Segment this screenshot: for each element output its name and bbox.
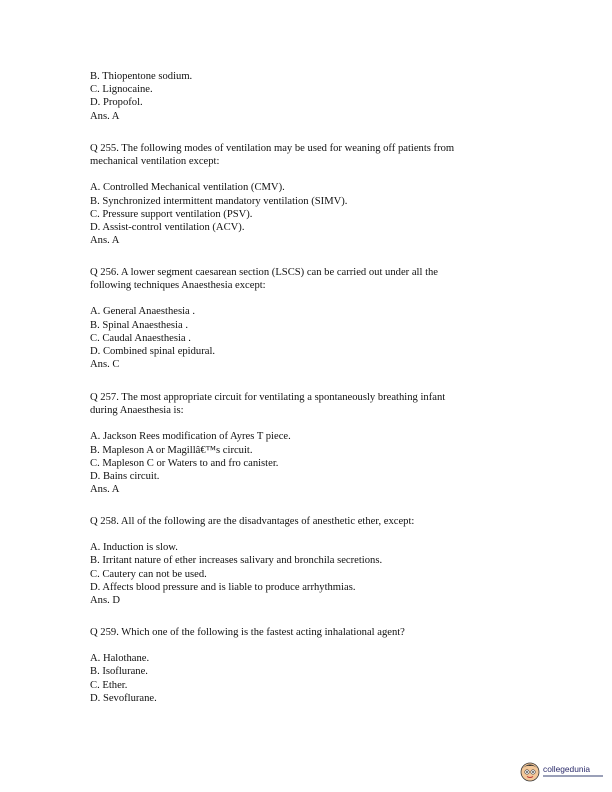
option: B. Isoflurane. [90, 666, 148, 678]
option: A. Jackson Rees modification of Ayres T piece. [90, 431, 291, 443]
option: A. Controlled Mechanical ventilation (CMV). [90, 182, 285, 194]
answer: Ans. A [90, 110, 120, 122]
option: A. Induction is slow. [90, 542, 178, 554]
option: B. Thiopentone sodium. [90, 71, 193, 82]
logo-text: collegedunia [543, 764, 591, 774]
option: B. Mapleson A or Magillâ€™s circuit. [90, 444, 253, 456]
question-text: Q 256. A lower segment caesarean section (LSCS) can be carried out under all the [90, 267, 439, 278]
answer: Ans. C [90, 359, 120, 371]
option: C. Caudal Anaesthesia . [90, 332, 191, 344]
option: C. Lignocaine. [90, 84, 153, 96]
answer: Ans. D [90, 595, 121, 607]
option: C. Mapleson C or Waters to and fro canister. [90, 457, 279, 469]
option: C. Ether. [90, 679, 128, 691]
option: D. Propofol. [90, 97, 143, 109]
option: C. Cautery can not be used. [90, 568, 207, 580]
option: C. Pressure support ventilation (PSV). [90, 208, 253, 220]
logo-tagline-decoration [543, 775, 603, 777]
question-text: Q 255. The following modes of ventilation may be used for weaning off patients from [90, 143, 455, 154]
option: B. Irritant nature of ether increases salivary and bronchila secretions. [90, 555, 383, 567]
question-258 [90, 515, 530, 607]
answer: Ans. A [90, 235, 120, 247]
question-fragment [90, 70, 530, 123]
option: B. Synchronized intermittent mandatory ventilation (SIMV). [90, 195, 348, 207]
question-text: Q 258. All of the following are the disadvantages of anesthetic ether, except: [90, 516, 415, 527]
option: B. Spinal Anaesthesia . [90, 319, 188, 331]
options-list [90, 305, 530, 371]
option: A. General Anaesthesia . [90, 306, 196, 318]
question-259 [90, 626, 530, 705]
question-257 [90, 391, 530, 496]
question-text: mechanical ventilation except: [90, 156, 220, 168]
option: D. Bains circuit. [90, 471, 160, 483]
question-256 [90, 266, 530, 371]
mascot-icon [519, 760, 541, 782]
options-list [90, 181, 530, 247]
option: D. Sevoflurane. [90, 692, 157, 704]
option: A. Halothane. [90, 653, 150, 665]
question-text: during Anaesthesia is: [90, 405, 184, 417]
options-list [90, 652, 530, 705]
option: D. Assist-control ventilation (ACV). [90, 222, 245, 234]
options-list [90, 430, 530, 496]
option: D. Combined spinal epidural. [90, 346, 216, 358]
collegedunia-logo [519, 760, 609, 786]
question-text: Q 257. The most appropriate circuit for ventilating a spontaneously breathing infant [90, 392, 446, 403]
question-text: following techniques Anaesthesia except: [90, 280, 266, 292]
option: D. Affects blood pressure and is liable to produce arrhythmias. [90, 581, 356, 593]
answer: Ans. A [90, 484, 120, 496]
options-list [90, 541, 530, 607]
question-255 [90, 142, 530, 247]
question-text: Q 259. Which one of the following is the fastest acting inhalational agent? [90, 627, 405, 638]
